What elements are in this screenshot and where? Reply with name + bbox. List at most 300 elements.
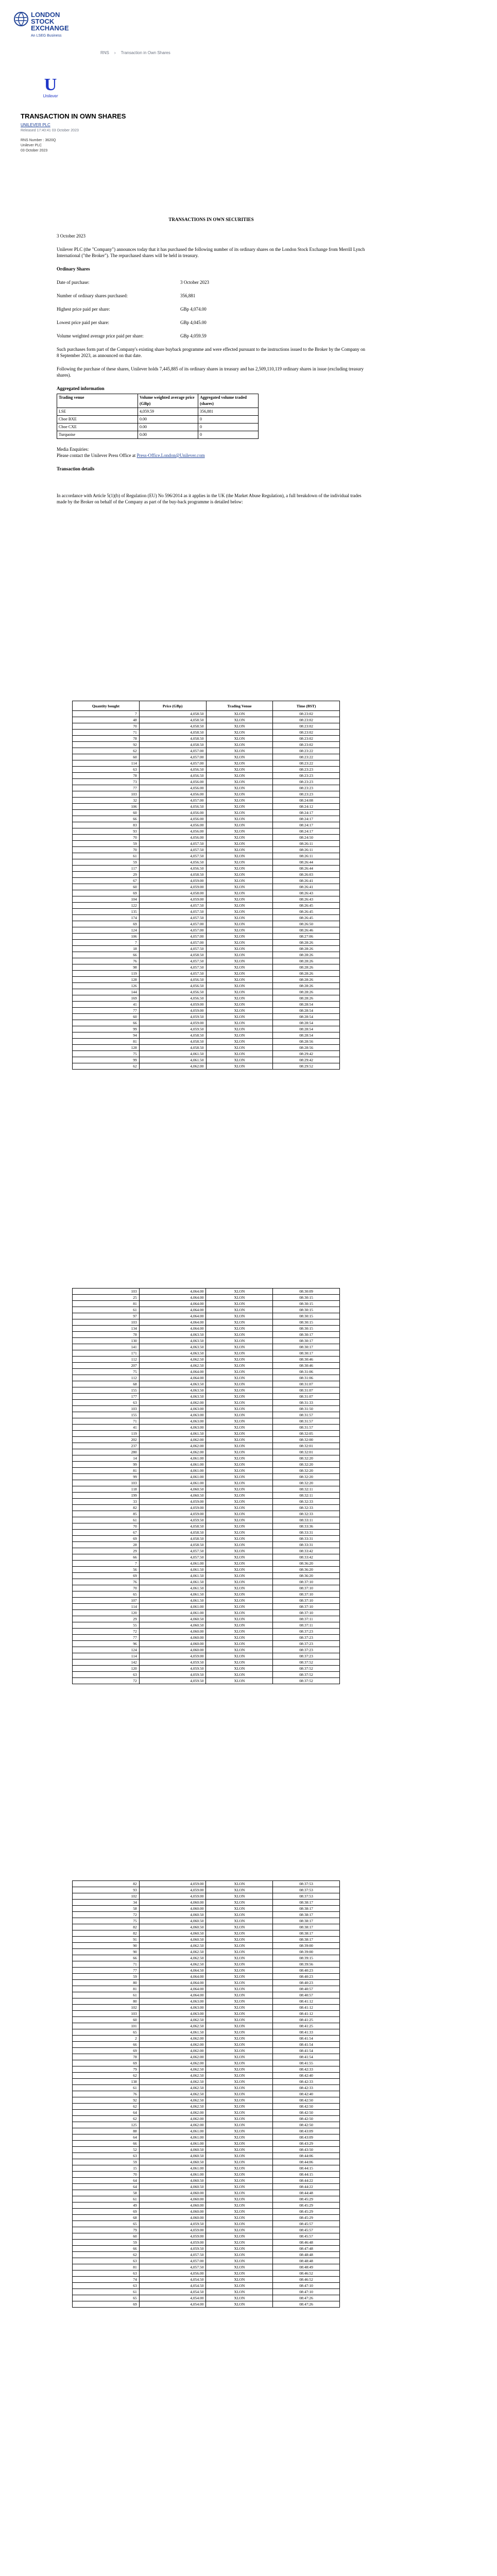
table-cell: 78: [73, 773, 140, 779]
table-cell: 08:28:26: [273, 983, 340, 989]
table-cell: 08:45:57: [273, 2233, 340, 2240]
table-cell: XLON: [206, 2202, 273, 2209]
table-cell: XLON: [206, 1002, 273, 1008]
table-cell: 08:44:06: [273, 2159, 340, 2165]
table-row: [73, 2011, 340, 2017]
table-cell: 58: [73, 1906, 140, 1912]
table-cell: 60: [73, 2233, 140, 2240]
table-cell: 4,060.00: [139, 1900, 206, 1906]
table-row: [73, 2023, 340, 2029]
table-cell: 66: [73, 1020, 140, 1026]
table-cell: 08:41:54: [273, 2054, 340, 2060]
table-cell: XLON: [206, 1924, 273, 1930]
table-cell: 4,054.50: [139, 2277, 206, 2283]
trades-table: [72, 1880, 340, 2308]
table-cell: XLON: [206, 1943, 273, 1949]
table-cell: 41: [73, 1425, 140, 1431]
table-row: [73, 2005, 340, 2011]
table-cell: 08:38:17: [273, 1906, 340, 1912]
doc-date: 3 October 2023: [57, 233, 85, 239]
table-cell: 65: [73, 2029, 140, 2036]
table-cell: 71: [73, 1418, 140, 1425]
table-cell: 4,056.50: [139, 804, 206, 810]
table-row: [73, 2283, 340, 2289]
table-cell: 141: [73, 1344, 140, 1350]
table-cell: 119: [73, 1431, 140, 1437]
table-cell: XLON: [206, 2048, 273, 2054]
table-cell: 08:42:50: [273, 2122, 340, 2128]
table-cell: 08:29:42: [273, 1051, 340, 1057]
table-row: [73, 890, 340, 896]
table-cell: 08:31:06: [273, 1375, 340, 1381]
kv-value: 3 October 2023: [180, 280, 209, 285]
table-cell: XLON: [206, 2085, 273, 2091]
table-cell: 08:41:54: [273, 2048, 340, 2054]
table-cell: 4,059.50: [139, 1014, 206, 1020]
table-cell: XLON: [206, 2054, 273, 2060]
table-cell: 4,057.50: [139, 946, 206, 952]
table-cell: 119: [73, 971, 140, 977]
breadcrumb: [100, 50, 170, 55]
table-cell: 138: [73, 2079, 140, 2085]
table-cell: 08:38:17: [273, 1900, 340, 1906]
table-row: [73, 2134, 340, 2141]
table-cell: 08:37:52: [273, 1659, 340, 1666]
table-cell: XLON: [206, 946, 273, 952]
table-cell: XLON: [206, 835, 273, 841]
table-cell: 08:37:10: [273, 1598, 340, 1604]
table-row: [73, 983, 340, 989]
table-row: [73, 773, 340, 779]
table-cell: 4,059.00: [139, 884, 206, 890]
table-cell: 08:26:44: [273, 859, 340, 866]
table-cell: 4,059.00: [139, 878, 206, 884]
table-cell: 60: [73, 1014, 140, 1020]
table-cell: XLON: [206, 748, 273, 754]
table-cell: 08:42:33: [273, 2085, 340, 2091]
table-cell: XLON: [206, 1542, 273, 1548]
company-link[interactable]: UNILEVER PLC: [21, 123, 50, 127]
table-row: [73, 2227, 340, 2233]
table-cell: XLON: [206, 1906, 273, 1912]
table-cell: XLON: [206, 1499, 273, 1505]
table-cell: 08:37:53: [273, 1893, 340, 1900]
table-cell: 08:44:15: [273, 2165, 340, 2172]
table-cell: 66: [73, 816, 140, 822]
table-cell: 08:37:23: [273, 1641, 340, 1647]
table-row: [73, 2060, 340, 2066]
table-cell: XLON: [206, 2104, 273, 2110]
table-row: [73, 1943, 340, 1949]
table-cell: 25: [73, 1295, 140, 1301]
table-row: [73, 2048, 340, 2054]
table-cell: 124: [73, 927, 140, 934]
table-cell: 69: [73, 890, 140, 896]
table-cell: XLON: [206, 2079, 273, 2085]
table-cell: 08:23:23: [273, 767, 340, 773]
table-row: [73, 1350, 340, 1357]
table-cell: XLON: [206, 1672, 273, 1678]
table-cell: XLON: [206, 1629, 273, 1635]
table-row: [73, 2054, 340, 2060]
table-cell: 4,063.50: [139, 1394, 206, 1400]
table-cell: 08:32:33: [273, 1511, 340, 1517]
table-cell: 60: [73, 810, 140, 816]
table-row: [73, 2073, 340, 2079]
table-cell: 199: [73, 1493, 140, 1499]
table-cell: 61: [73, 2196, 140, 2202]
table-cell: 08:26:44: [273, 866, 340, 872]
table-cell: 77: [73, 785, 140, 791]
table-cell: 08:33:11: [273, 1517, 340, 1523]
table-cell: 66: [73, 1554, 140, 1561]
table-row: [73, 934, 340, 940]
table-cell: 08:37:10: [273, 1591, 340, 1598]
table-cell: 4,059.50: [139, 1517, 206, 1523]
agg-cell: 0.00: [138, 431, 198, 439]
table-cell: 08:32:33: [273, 1499, 340, 1505]
table-cell: 08:26:46: [273, 927, 340, 934]
table-cell: 72: [73, 1912, 140, 1918]
table-cell: 18: [73, 946, 140, 952]
table-cell: 77: [73, 1968, 140, 1974]
table-cell: 4,056.50: [139, 977, 206, 983]
table-cell: 08:44:22: [273, 2184, 340, 2190]
table-row: [73, 1474, 340, 1480]
table-cell: 104: [73, 896, 140, 903]
table-row: [73, 1437, 340, 1443]
table-row: [73, 791, 340, 798]
table-cell: 114: [73, 1604, 140, 1610]
table-cell: 08:28:26: [273, 964, 340, 971]
table-cell: 4,056.50: [139, 983, 206, 989]
table-cell: 70: [73, 2172, 140, 2178]
table-row: [73, 2128, 340, 2134]
table-cell: 4,061.00: [139, 2141, 206, 2147]
table-cell: 4,062.00: [139, 2122, 206, 2128]
table-cell: 76: [73, 1579, 140, 1585]
table-cell: XLON: [206, 1887, 273, 1893]
table-cell: 08:39:56: [273, 1961, 340, 1968]
table-cell: XLON: [206, 958, 273, 964]
table-row: [73, 1400, 340, 1406]
table-cell: 101: [73, 2023, 140, 2029]
table-cell: XLON: [206, 2270, 273, 2277]
table-row: [73, 767, 340, 773]
table-cell: 08:26:43: [273, 896, 340, 903]
table-cell: 59: [73, 1974, 140, 1980]
table-cell: 08:23:23: [273, 791, 340, 798]
table-cell: 92: [73, 2097, 140, 2104]
agg-cell: 0.00: [138, 416, 198, 423]
table-row: [73, 1635, 340, 1641]
table-row: [73, 730, 340, 736]
table-row: [73, 995, 340, 1002]
table-row: [73, 946, 340, 952]
table-cell: 08:24:17: [273, 828, 340, 835]
table-cell: XLON: [206, 810, 273, 816]
table-row: [73, 1493, 340, 1499]
table-cell: 4,056.50: [139, 989, 206, 995]
table-row: [73, 1622, 340, 1629]
table-row: [73, 1610, 340, 1616]
table-row: [73, 1480, 340, 1486]
table-cell: 81: [73, 1039, 140, 1045]
transaction-details-heading: Transaction details: [57, 466, 95, 471]
announcement-date: 03 October 2023: [21, 149, 48, 152]
table-cell: 4,057.50: [139, 1548, 206, 1554]
table-cell: 08:26:45: [273, 903, 340, 909]
table-cell: XLON: [206, 1536, 273, 1542]
table-row: [73, 2258, 340, 2264]
table-cell: 83: [73, 822, 140, 828]
table-cell: 4,064.00: [139, 1980, 206, 1986]
table-cell: 2: [73, 2036, 140, 2042]
table-cell: XLON: [206, 1653, 273, 1659]
kv-value: GBp 4,059.59: [180, 333, 207, 338]
table-cell: 4,058.50: [139, 872, 206, 878]
table-cell: 155: [73, 1387, 140, 1394]
table-row: [73, 940, 340, 946]
table-cell: XLON: [206, 2110, 273, 2116]
table-cell: 4,057.50: [139, 1554, 206, 1561]
table-cell: 4,062.50: [139, 1363, 206, 1369]
table-cell: 08:46:52: [273, 2270, 340, 2277]
table-cell: 71: [73, 730, 140, 736]
table-cell: 4,060.50: [139, 2178, 206, 2184]
table-row: [73, 909, 340, 915]
table-row: [73, 1604, 340, 1610]
table-cell: XLON: [206, 866, 273, 872]
table-cell: XLON: [206, 1881, 273, 1887]
rns-number: RNS Number : 3620Q: [21, 139, 56, 142]
table-cell: 78: [73, 2054, 140, 2060]
table-row: [73, 1020, 340, 1026]
table-cell: 4,062.00: [139, 1063, 206, 1070]
table-cell: XLON: [206, 915, 273, 921]
table-cell: XLON: [206, 1014, 273, 1020]
table-cell: XLON: [206, 921, 273, 927]
table-cell: 08:48:48: [273, 2252, 340, 2258]
table-cell: 202: [73, 1437, 140, 1443]
table-cell: XLON: [206, 1647, 273, 1653]
table-cell: XLON: [206, 2097, 273, 2104]
table-cell: XLON: [206, 1338, 273, 1344]
table-cell: 08:45:57: [273, 2227, 340, 2233]
table-cell: 08:30:17: [273, 1350, 340, 1357]
table-cell: 08:31:07: [273, 1381, 340, 1387]
table-row: [73, 2085, 340, 2091]
table-cell: 08:26:11: [273, 847, 340, 853]
unilever-logo: [39, 76, 62, 98]
table-cell: XLON: [206, 859, 273, 866]
table-cell: XLON: [206, 1900, 273, 1906]
table-cell: 120: [73, 1610, 140, 1616]
table-cell: 08:31:07: [273, 1387, 340, 1394]
table-cell: XLON: [206, 1051, 273, 1057]
table-cell: 4,058.50: [139, 730, 206, 736]
table-cell: XLON: [206, 1992, 273, 1998]
table-row: [73, 798, 340, 804]
table-cell: 4,060.50: [139, 1616, 206, 1622]
table-cell: 74: [73, 2277, 140, 2283]
table-cell: 08:23:22: [273, 754, 340, 760]
table-cell: XLON: [206, 717, 273, 723]
table-cell: 81: [73, 1986, 140, 1992]
buyback-paragraph: Such purchases form part of the Company's existing share buyback programme and were effected pursuant to the instructions issued to the Broker by the Company on 8 September 2023, as announced on that date.: [57, 347, 366, 358]
table-row: [73, 1051, 340, 1057]
table-row: [73, 1887, 340, 1893]
table-cell: 80: [73, 1998, 140, 2005]
table-cell: XLON: [206, 2264, 273, 2270]
table-cell: XLON: [206, 964, 273, 971]
table-row: [73, 2091, 340, 2097]
table-cell: 4,059.00: [139, 1002, 206, 1008]
table-row: [73, 1666, 340, 1672]
table-row: [73, 835, 340, 841]
table-row: [73, 2147, 340, 2153]
table-cell: 08:26:45: [273, 909, 340, 915]
table-cell: 60: [73, 2017, 140, 2023]
table-row: [73, 754, 340, 760]
table-cell: 4,062.00: [139, 2036, 206, 2042]
table-cell: 68: [73, 2215, 140, 2221]
table-cell: XLON: [206, 896, 273, 903]
table-cell: 63: [73, 2258, 140, 2264]
breadcrumb-rns[interactable]: RNS: [100, 50, 109, 55]
table-cell: 08:28:26: [273, 995, 340, 1002]
table-cell: 08:24:17: [273, 810, 340, 816]
table-cell: XLON: [206, 1998, 273, 2005]
table-cell: 4,062.50: [139, 1357, 206, 1363]
table-cell: XLON: [206, 2178, 273, 2184]
table-cell: 08:24:08: [273, 798, 340, 804]
table-cell: 08:32:20: [273, 1468, 340, 1474]
table-cell: 66: [73, 2042, 140, 2048]
table-cell: XLON: [206, 934, 273, 940]
table-cell: XLON: [206, 878, 273, 884]
table-cell: XLON: [206, 1678, 273, 1684]
table-cell: 4,056.50: [139, 866, 206, 872]
table-row: [73, 1968, 340, 1974]
table-cell: 08:29:52: [273, 1063, 340, 1070]
table-cell: XLON: [206, 1063, 273, 1070]
table-cell: 4,059.00: [139, 1881, 206, 1887]
table-cell: 4,061.00: [139, 2134, 206, 2141]
table-cell: 4,059.50: [139, 1666, 206, 1672]
table-cell: 08:47:10: [273, 2289, 340, 2295]
table-cell: XLON: [206, 872, 273, 878]
table-cell: 125: [73, 2122, 140, 2128]
table-row: [73, 1026, 340, 1032]
table-row: [73, 1301, 340, 1307]
table-cell: XLON: [206, 730, 273, 736]
table-cell: XLON: [206, 1986, 273, 1992]
table-row: [73, 2104, 340, 2110]
table-row: [73, 1425, 340, 1431]
table-cell: 4,059.00: [139, 896, 206, 903]
table-cell: 08:33:31: [273, 1530, 340, 1536]
table-cell: 08:23:23: [273, 773, 340, 779]
table-cell: XLON: [206, 1449, 273, 1455]
table-cell: XLON: [206, 723, 273, 730]
table-cell: 64: [73, 2110, 140, 2116]
table-cell: 7: [73, 940, 140, 946]
table-cell: 4,060.50: [139, 2184, 206, 2190]
table-row: [73, 1002, 340, 1008]
table-cell: XLON: [206, 1020, 273, 1026]
table-row: [73, 1548, 340, 1554]
table-cell: XLON: [206, 1363, 273, 1369]
table-cell: 114: [73, 760, 140, 767]
table-cell: 4,063.50: [139, 1381, 206, 1387]
table-cell: 99: [73, 1462, 140, 1468]
table-row: [73, 1573, 340, 1579]
table-cell: 08:28:26: [273, 989, 340, 995]
table-cell: XLON: [206, 1567, 273, 1573]
table-cell: 82: [73, 1924, 140, 1930]
table-row: [73, 1307, 340, 1313]
table-row: [73, 958, 340, 964]
table-cell: 08:43:09: [273, 2128, 340, 2134]
table-cell: XLON: [206, 2301, 273, 2308]
table-cell: 08:24:17: [273, 816, 340, 822]
table-cell: 08:33:42: [273, 1548, 340, 1554]
table-cell: 63: [73, 1400, 140, 1406]
table-cell: XLON: [206, 1375, 273, 1381]
table-cell: XLON: [206, 1332, 273, 1338]
table-row: [73, 2233, 340, 2240]
table-row: [73, 1363, 340, 1369]
table-row: [73, 1511, 340, 1517]
table-cell: 4,061.50: [139, 1567, 206, 1573]
table-cell: 92: [73, 742, 140, 748]
table-row: [73, 1653, 340, 1659]
table-cell: 15: [73, 2165, 140, 2172]
press-office-email-link[interactable]: Press-Office.London@Unilever.com: [136, 453, 205, 458]
table-cell: 4,059.00: [139, 2240, 206, 2246]
table-cell: 4,062.50: [139, 2066, 206, 2073]
kv-row: [57, 319, 366, 326]
table-cell: XLON: [206, 2066, 273, 2073]
agg-header: Trading venue: [57, 394, 138, 408]
table-cell: 72: [73, 1678, 140, 1684]
table-row: [73, 1672, 340, 1678]
table-row: [73, 1418, 340, 1425]
table-cell: 4,054.50: [139, 2283, 206, 2289]
table-cell: 237: [73, 1443, 140, 1449]
table-cell: 4,062.50: [139, 2085, 206, 2091]
table-cell: 08:23:22: [273, 760, 340, 767]
table-cell: XLON: [206, 2036, 273, 2042]
table-cell: XLON: [206, 1974, 273, 1980]
table-cell: XLON: [206, 2221, 273, 2227]
lse-logo[interactable]: [13, 11, 69, 39]
kv-key: Highest price paid per share:: [57, 307, 110, 312]
table-cell: XLON: [206, 940, 273, 946]
trades-header-time: Time (BST): [273, 701, 340, 711]
table-row: [73, 964, 340, 971]
agg-header: Volume weighted average price (GBp): [138, 394, 198, 408]
table-cell: 134: [73, 1326, 140, 1332]
table-row: [73, 1974, 340, 1980]
kv-key: Volume weighted average price paid per share:: [57, 333, 144, 338]
table-cell: 08:26:50: [273, 921, 340, 927]
table-cell: XLON: [206, 1493, 273, 1499]
table-cell: 49: [73, 2202, 140, 2209]
table-cell: 4,058.50: [139, 736, 206, 742]
table-row: [73, 1063, 340, 1070]
